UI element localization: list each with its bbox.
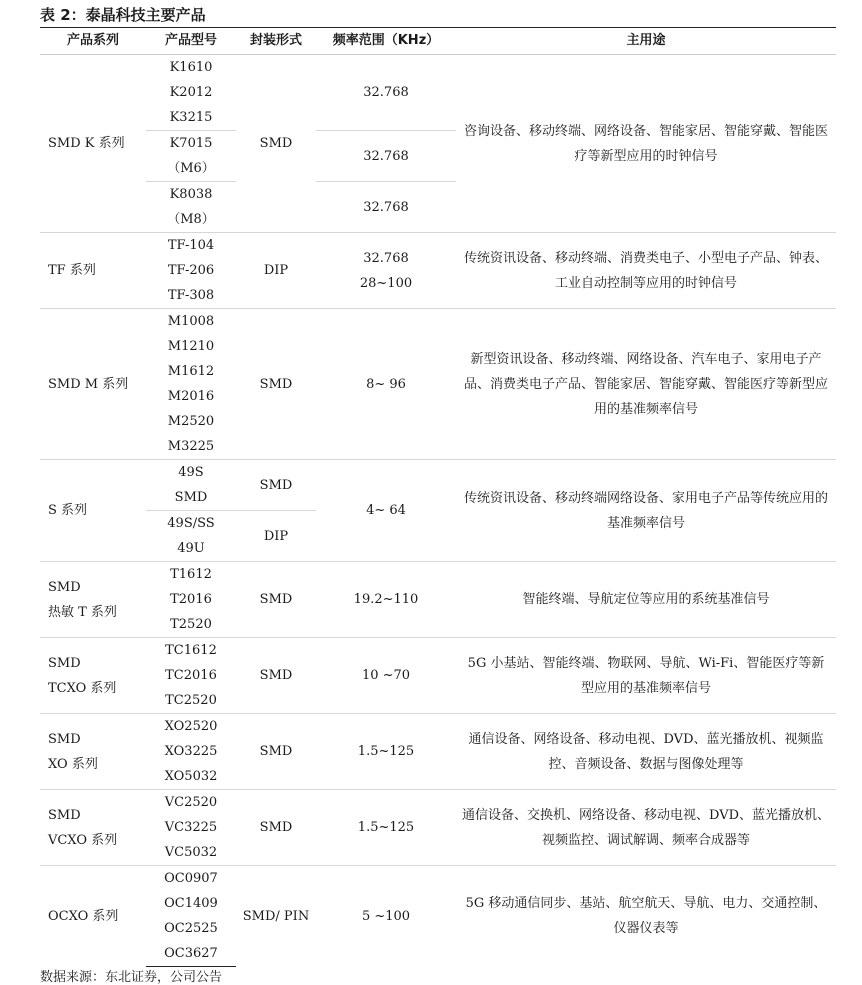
- table-title: 表 2：泰晶科技主要产品: [40, 6, 206, 24]
- model-cell: XO5032: [164, 769, 218, 784]
- model-cell: TF-308: [167, 288, 215, 303]
- model-cell: VC2520: [146, 790, 236, 816]
- model-cell: VC3225: [164, 820, 218, 835]
- series-cell: S 系列: [40, 460, 146, 562]
- model-cell: T2520: [170, 617, 212, 632]
- package-cell: SMD: [236, 562, 316, 638]
- series-line: XO 系列: [48, 756, 98, 772]
- series-cell: [40, 562, 146, 638]
- series-cell: SMD K 系列: [40, 55, 146, 233]
- model-cell: 49S: [146, 460, 236, 486]
- model-cell: TC2016: [165, 668, 217, 683]
- series-cell: SMD M 系列: [40, 309, 146, 460]
- header-package: 封装形式: [236, 28, 316, 55]
- model-cell: K8038: [146, 182, 236, 208]
- model-cell: M1008: [146, 309, 236, 335]
- frequency-cell: 5 ~100: [316, 866, 456, 967]
- package-cell: SMD: [236, 638, 316, 714]
- frequency-cell: 19.2~110: [316, 562, 456, 638]
- package-cell: SMD: [236, 309, 316, 460]
- table-row: [40, 460, 836, 486]
- model-cell: XO2520: [146, 714, 236, 740]
- usage-cell: 5G 移动通信同步、基站、航空航天、导航、电力、交通控制、仪器仪表等: [456, 866, 836, 967]
- model-cell: SMD: [174, 490, 208, 505]
- series-cell: [40, 714, 146, 790]
- series-cell: OCXO 系列: [40, 866, 146, 967]
- package-cell: DIP: [236, 511, 316, 562]
- series-line: 热敏 T 系列: [48, 604, 117, 620]
- model-cell: （M8）: [167, 212, 215, 227]
- model-cell: K3215: [169, 110, 213, 125]
- series-cell: [40, 638, 146, 714]
- frequency-cell: 32.768: [316, 131, 456, 182]
- frequency-cell: 4~ 64: [316, 460, 456, 562]
- product-table: [40, 27, 836, 967]
- model-cell: M1210: [167, 339, 215, 354]
- usage-cell: 传统资讯设备、移动终端、消费类电子、小型电子产品、钟表、工业自动控制等应用的时钟信号: [456, 233, 836, 309]
- table-row: [40, 55, 836, 81]
- usage-cell: 传统资讯设备、移动终端网络设备、家用电子产品等传统应用的基准频率信号: [456, 460, 836, 562]
- frequency-cell: [316, 233, 456, 309]
- frequency-line: 32.768: [363, 250, 409, 266]
- table-row: [40, 714, 836, 740]
- source-note: 数据来源：东北证券，公司公告: [40, 970, 223, 985]
- model-cell: M1612: [167, 364, 215, 379]
- series-line: SMD: [48, 579, 81, 595]
- model-cell: TF-104: [146, 233, 236, 259]
- series-line: SMD: [48, 655, 81, 671]
- usage-cell: 新型资讯设备、移动终端、网络设备、汽车电子、家用电子产品、消费类电子产品、智能家居、智能穿戴、智能医疗等新型应用的基准频率信号: [456, 309, 836, 460]
- usage-cell: 通信设备、交换机、网络设备、移动电视、DVD、蓝光播放机、视频监控、调试解调、频率合成器等: [456, 790, 836, 866]
- header-frequency: 频率范围（KHz）: [316, 28, 456, 55]
- frequency-cell: 32.768: [316, 55, 456, 131]
- model-cell: 49U: [177, 541, 205, 556]
- model-cell: OC3627: [146, 941, 236, 967]
- header-series: 产品系列: [40, 28, 146, 55]
- header-usage: 主用途: [456, 28, 836, 55]
- model-cell: （M6）: [167, 161, 215, 176]
- table-row: [40, 866, 836, 892]
- model-cell: K1610: [146, 55, 236, 81]
- model-cell: T1612: [146, 562, 236, 588]
- series-line: TCXO 系列: [48, 680, 117, 696]
- series-cell: TF 系列: [40, 233, 146, 309]
- model-cell: 49S/SS: [146, 511, 236, 537]
- table-row: [40, 562, 836, 588]
- package-cell: SMD: [236, 55, 316, 233]
- model-cell: OC2525: [164, 921, 218, 936]
- frequency-cell: 8~ 96: [316, 309, 456, 460]
- package-cell: SMD: [236, 714, 316, 790]
- series-line: VCXO 系列: [48, 832, 118, 848]
- model-cell: M2520: [167, 414, 215, 429]
- usage-cell: 5G 小基站、智能终端、物联网、导航、Wi-Fi、智能医疗等新型应用的基准频率信号: [456, 638, 836, 714]
- series-line: SMD: [48, 731, 81, 747]
- series-cell: [40, 790, 146, 866]
- model-cell: TC2520: [165, 693, 217, 708]
- frequency-cell: 10 ~70: [316, 638, 456, 714]
- model-cell: TC1612: [146, 638, 236, 664]
- table-row: [40, 638, 836, 664]
- package-cell: SMD: [236, 460, 316, 511]
- model-cell: T2016: [170, 592, 212, 607]
- header-row: [40, 28, 836, 55]
- frequency-line: 28~100: [359, 275, 413, 291]
- model-cell: K2012: [169, 85, 213, 100]
- package-cell: SMD: [236, 790, 316, 866]
- usage-cell: 智能终端、导航定位等应用的系统基准信号: [456, 562, 836, 638]
- model-cell: OC0907: [146, 866, 236, 892]
- model-cell: M2016: [167, 389, 215, 404]
- table-row: [40, 233, 836, 259]
- usage-cell: 通信设备、网络设备、移动电视、DVD、蓝光播放机、视频监控、音频设备、数据与图像处理等: [456, 714, 836, 790]
- table-row: [40, 790, 836, 816]
- model-cell: K7015: [146, 131, 236, 157]
- model-cell: M3225: [167, 439, 215, 454]
- frequency-cell: 1.5~125: [316, 714, 456, 790]
- model-cell: OC1409: [164, 896, 218, 911]
- header-model: 产品型号: [146, 28, 236, 55]
- frequency-cell: 32.768: [316, 182, 456, 233]
- frequency-cell: 1.5~125: [316, 790, 456, 866]
- package-cell: DIP: [236, 233, 316, 309]
- model-cell: TF-206: [167, 263, 215, 278]
- series-line: SMD: [48, 807, 81, 823]
- model-cell: XO3225: [164, 744, 218, 759]
- package-cell: SMD/ PIN: [236, 866, 316, 967]
- usage-cell: 咨询设备、移动终端、网络设备、智能家居、智能穿戴、智能医疗等新型应用的时钟信号: [456, 55, 836, 233]
- model-cell: VC5032: [164, 845, 218, 860]
- table-row: [40, 309, 836, 335]
